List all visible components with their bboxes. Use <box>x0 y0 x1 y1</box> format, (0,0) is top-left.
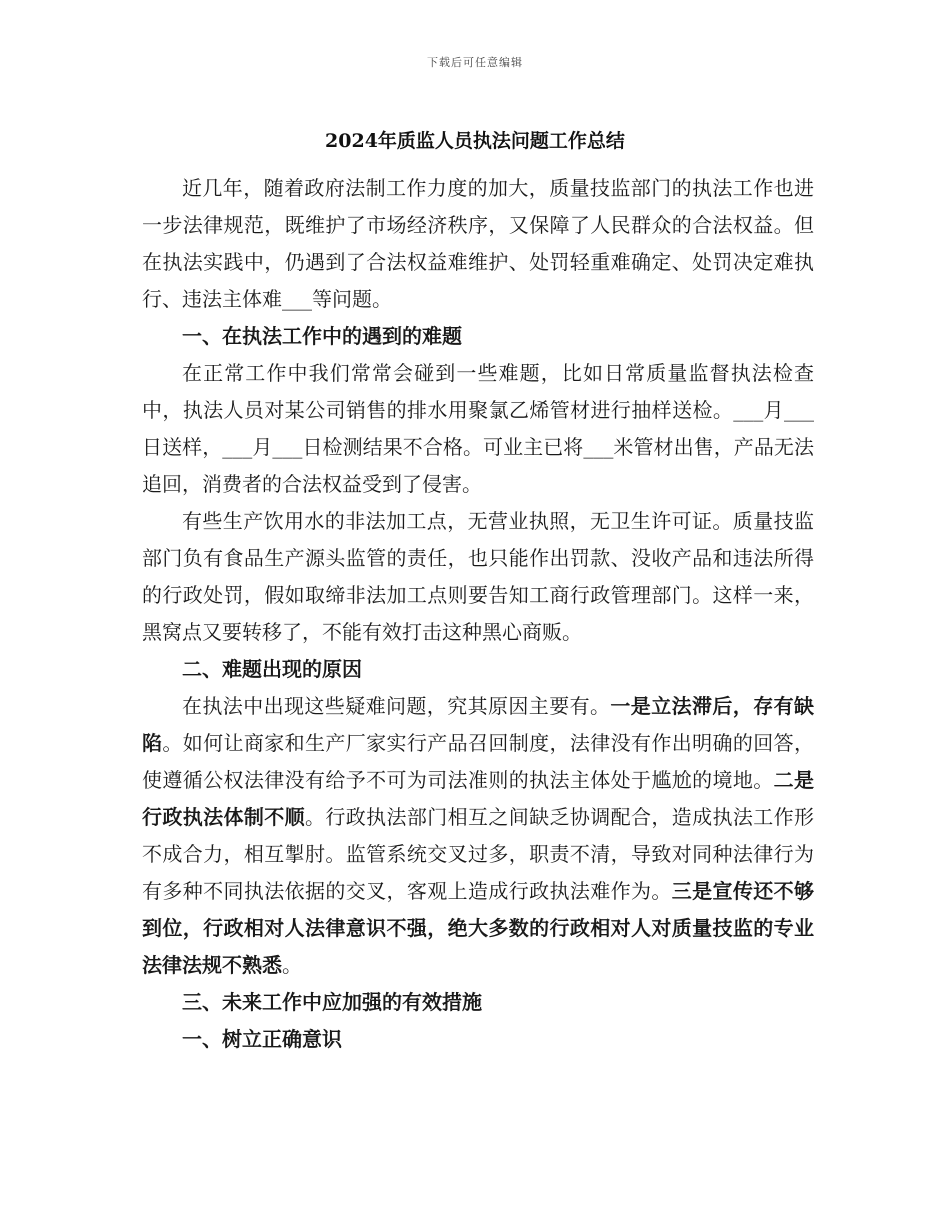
paragraph-3-text-1: 在执法中出现这些疑难问题，究其原因主要有。 <box>182 694 611 718</box>
paragraph-3-bold-2: 二是行政执法体制不顺 <box>142 768 814 829</box>
section-heading-3: 三、未来工作中应加强的有效措施 <box>182 990 482 1014</box>
document-body <box>142 170 814 1058</box>
section-heading-2: 二、难题出现的原因 <box>182 657 362 681</box>
paragraph-3-bold-1: 一是立法滞后，存有缺陷 <box>142 694 815 755</box>
paragraph-3 <box>142 688 814 984</box>
paragraph-2: 有些生产饮用水的非法加工点，无营业执照，无卫生许可证。质量技监部门负有食品生产源头监管的责任，也只能作出罚款、没收产品和违法所得的行政处罚，假如取缔非法加工点则要告知工商行政管理部门。这样一来，黑窝点又要转移了，不能有效打击这种黑心商贩。 <box>142 509 814 644</box>
paragraph-3-text-3: 。行政执法部门相互之间缺乏协调配合，造成执法工作形不成合力，相互掣肘。监管系统交叉过多，职责不清，导致对同种法律行为有多种不同执法依据的交叉，客观上造成行政执法难作为。 <box>142 805 814 903</box>
header-note: 下载后可任意编辑 <box>427 56 523 69</box>
subsection-heading-1: 一、树立正确意识 <box>182 1027 342 1051</box>
paragraph-intro: 近几年，随着政府法制工作力度的加大，质量技监部门的执法工作也进一步法律规范，既维护了市场经济秩序，又保障了人民群众的合法权益。但在执法实践中，仍遇到了合法权益难维护、处罚轻重难确定、处罚决定难执行、违法主体难___等问题。 <box>142 176 814 311</box>
section-heading-1: 一、在执法工作中的遇到的难题 <box>182 324 462 348</box>
paragraph-1: 在正常工作中我们常常会碰到一些难题，比如日常质量监督执法检查中，执法人员对某公司销售的排水用聚氯乙烯管材进行抽样送检。___月___日送样，___月___日检测结果不合格。可业主已将___米管材出售，产品无法追回，消费者的合法权益受到了侵害。 <box>142 361 814 496</box>
paragraph-3-text-4: 。 <box>282 953 302 977</box>
paragraph-3-text-2: 。如何让商家和生产厂家实行产品召回制度，法律没有作出明确的回答，使遵循公权法律没有给予不可为司法准则的执法主体处于尴尬的境地。 <box>142 731 814 792</box>
document-title: 2024年质监人员执法问题工作总结 <box>325 130 625 152</box>
paragraph-3-bold-3: 三是宣传还不够到位，行政相对人法律意识不强，绝大多数的行政相对人对质量技监的专业法律法规不熟悉 <box>142 879 814 977</box>
